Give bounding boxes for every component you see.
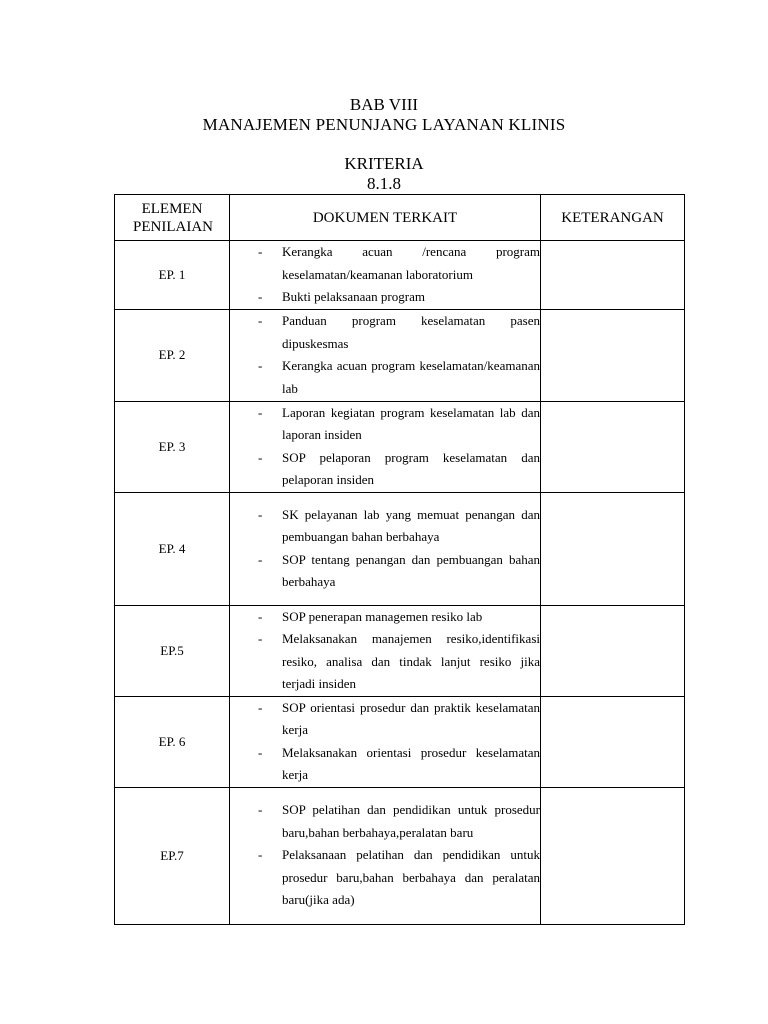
document-item <box>230 742 540 787</box>
ep-cell: EP. 2 <box>115 309 230 401</box>
list-dash: - <box>258 608 263 624</box>
criteria-table <box>114 194 685 925</box>
document-list <box>230 697 540 787</box>
keterangan-cell <box>541 696 685 787</box>
document-text: SOP tentang penangan dan pembuangan bahan berbahaya <box>282 551 540 589</box>
list-dash: - <box>258 631 263 646</box>
criteria-code: 8.1.8 <box>367 174 401 193</box>
document-text: Bukti pelaksanaan program <box>282 289 425 304</box>
document-text: Kerangka acuan program keselamatan/keamanan lab <box>282 358 540 396</box>
document-text: Panduan program keselamatan pasen dipuskesmas <box>282 313 540 351</box>
document-text: SOP pelatihan dan pendidikan untuk prosedur baru,bahan berbahaya,peralatan baru <box>282 802 540 840</box>
document-text: Melaksanakan orientasi prosedur keselamatan kerja <box>282 744 540 782</box>
keterangan-cell <box>541 787 685 924</box>
document-list <box>230 402 540 492</box>
documents-cell <box>230 401 541 492</box>
document-list <box>230 504 540 594</box>
keterangan-cell <box>541 241 685 310</box>
documents-cell <box>230 309 541 401</box>
document-text: Laporan kegiatan program keselamatan lab dan laporan insiden <box>282 404 540 442</box>
list-dash: - <box>258 551 263 567</box>
ep-cell: EP. 6 <box>115 696 230 787</box>
document-item <box>230 355 540 400</box>
table-header-row <box>115 195 685 241</box>
document-item <box>230 241 540 286</box>
column-header-dokumen: DOKUMEN TERKAIT <box>230 195 541 241</box>
table-row <box>115 401 685 492</box>
document-text: SOP pelaporan program keselamatan dan pelaporan insiden <box>282 449 540 487</box>
document-text: Kerangka acuan /rencana program keselamatan/keamanan laboratorium <box>282 244 540 282</box>
ep-cell: EP. 1 <box>115 241 230 310</box>
keterangan-cell <box>541 309 685 401</box>
table-row <box>115 241 685 310</box>
document-text: SOP penerapan managemen resiko lab <box>282 608 483 624</box>
list-dash: - <box>258 802 263 818</box>
document-item <box>230 628 540 696</box>
document-item <box>230 504 540 549</box>
table-row <box>115 492 685 605</box>
ep-cell: EP.5 <box>115 605 230 696</box>
keterangan-cell <box>541 605 685 696</box>
documents-cell <box>230 696 541 787</box>
document-item <box>230 844 540 912</box>
table-row <box>115 605 685 696</box>
ep-cell: EP.7 <box>115 787 230 924</box>
document-list <box>230 241 540 309</box>
list-dash: - <box>258 506 263 522</box>
document-item <box>230 310 540 355</box>
document-item <box>230 697 540 742</box>
document-text: Melaksanakan manajemen resiko,identifikasi resiko, analisa dan tindak lanjut resiko jika terjadi insiden <box>282 631 540 691</box>
table-row <box>115 309 685 401</box>
column-header-elemen: ELEMEN PENILAIAN <box>115 195 230 241</box>
chapter-title: MANAJEMEN PENUNJANG LAYANAN KLINIS <box>202 115 566 134</box>
document-list <box>230 606 540 696</box>
list-dash: - <box>258 313 263 328</box>
table-row <box>115 787 685 924</box>
keterangan-cell <box>541 401 685 492</box>
document-item <box>230 606 540 629</box>
keterangan-cell <box>541 492 685 605</box>
chapter-label: BAB VIII <box>349 95 419 114</box>
list-dash: - <box>258 404 263 420</box>
document-text: SK pelayanan lab yang memuat penangan dan pembuangan bahan berbahaya <box>282 506 540 544</box>
column-header-keterangan: KETERANGAN <box>541 195 685 241</box>
document-text: Pelaksanaan pelatihan dan pendidikan untuk prosedur baru,bahan berbahaya dan peralatan baru(jika ada) <box>282 847 540 908</box>
documents-cell <box>230 492 541 605</box>
list-dash: - <box>258 449 263 465</box>
document-item <box>230 286 540 309</box>
document-item <box>230 799 540 844</box>
document-item <box>230 549 540 594</box>
documents-cell <box>230 605 541 696</box>
list-dash: - <box>258 699 263 715</box>
document-list <box>230 310 540 400</box>
ep-cell: EP. 3 <box>115 401 230 492</box>
list-dash: - <box>258 744 263 760</box>
list-dash: - <box>258 847 263 863</box>
list-dash: - <box>258 244 263 259</box>
document-item <box>230 402 540 447</box>
document-item <box>230 447 540 492</box>
criteria-label: KRITERIA <box>344 154 424 173</box>
ep-cell: EP. 4 <box>115 492 230 605</box>
list-dash: - <box>258 358 263 373</box>
documents-cell <box>230 787 541 924</box>
documents-cell <box>230 241 541 310</box>
document-text: SOP orientasi prosedur dan praktik keselamatan kerja <box>282 699 540 737</box>
table-row <box>115 696 685 787</box>
document-list <box>230 799 540 912</box>
list-dash: - <box>258 289 263 304</box>
